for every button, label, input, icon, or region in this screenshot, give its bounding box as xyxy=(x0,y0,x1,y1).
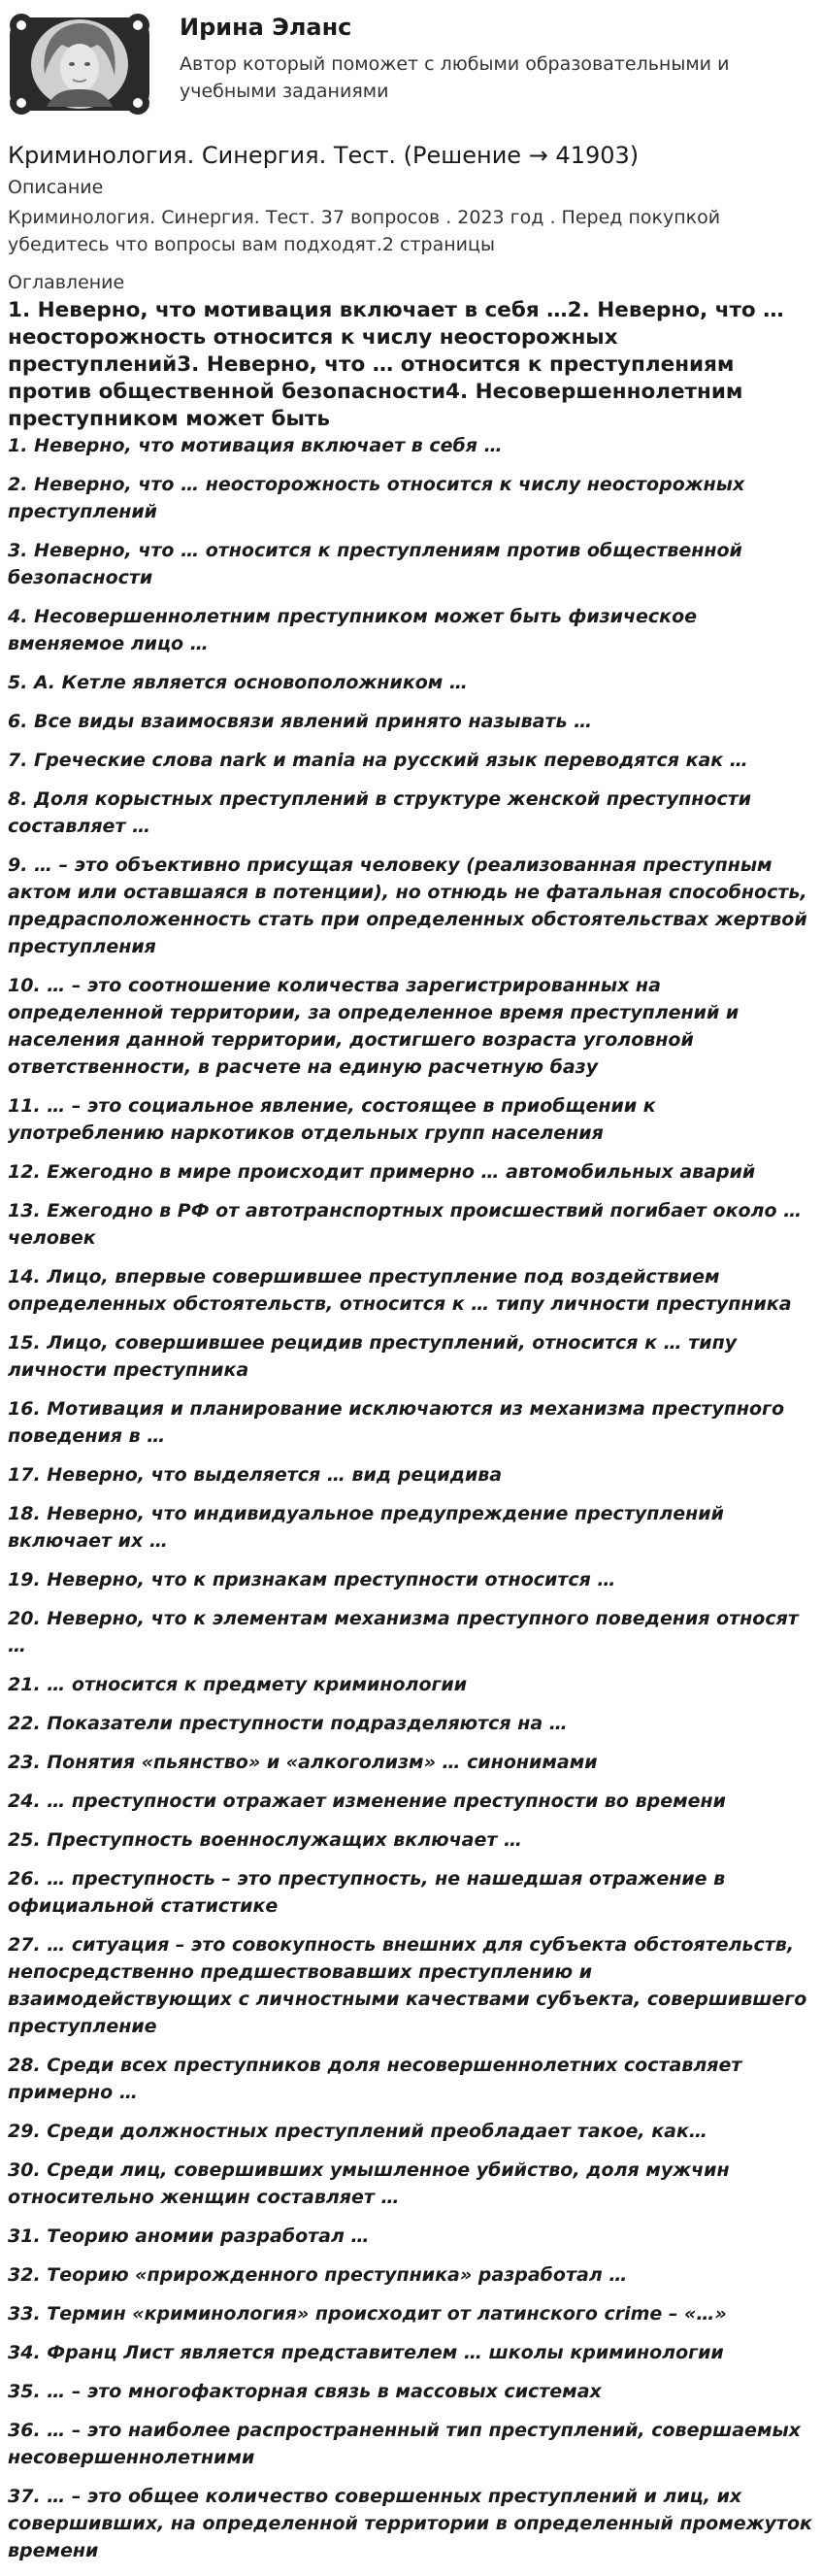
question-item: 33. Термин «криминология» происходит от латинского crime – «…» xyxy=(8,2303,727,2325)
question-item: 18. Неверно, что индивидуальное предупреждение преступлений включает их … xyxy=(8,1503,724,1552)
question-item: 14. Лицо, впервые совершившее преступление под воздействием определенных обстоятельств, относится к … типу личности преступника xyxy=(8,1266,792,1315)
question-item: 8. Доля корыстных преступлений в структуре женской преступности составляет … xyxy=(8,788,752,837)
question-item: 1. Неверно, что мотивация включает в себя … xyxy=(8,435,503,456)
question-item: 4. Несовершеннолетним преступником может быть физическое вменяемое лицо … xyxy=(8,606,698,654)
question-item: 24. … преступности отражает изменение преступности во времени xyxy=(8,1790,726,1812)
question-item: 23. Понятия «пьянство» и «алкоголизм» … синонимами xyxy=(8,1752,598,1773)
question-item: 26. … преступность – это преступность, не нашедшая отражение в официальной статистике xyxy=(8,1868,726,1917)
question-item: 7. Греческие слова nark и mania на русский язык переводятся как … xyxy=(8,750,748,771)
description-text: Криминология. Синергия. Тест. 37 вопросов . 2023 год . Перед покупкой убедитесь что вопросы вам подходят.2 страницы xyxy=(8,207,721,255)
question-item: 13. Ежегодно в РФ от автотранспортных происшествий погибает около … человек xyxy=(8,1200,803,1249)
question-item: 34. Франц Лист является представителем … школы криминологии xyxy=(8,2342,724,2363)
author-description: Автор который поможет с любыми образовательными и учебными заданиями xyxy=(180,53,730,102)
author-card[interactable] xyxy=(8,6,813,122)
question-item: 30. Среди лиц, совершивших умышленное убийство, доля мужчин относительно женщин составляет … xyxy=(8,2159,730,2208)
question-item: 19. Неверно, что к признакам преступности относится … xyxy=(8,1569,616,1590)
question-item: 35. … – это многофакторная связь в массовых системах xyxy=(8,2381,602,2402)
question-item: 9. … – это объективно присущая человеку (реализованная преступным актом или оставшаяся в потенции), но отнюдь не фатальная способность, предрасположенность стать при определенных обстоятельствах жертвой преступления xyxy=(8,854,807,957)
question-item: 21. … относится к предмету криминологии xyxy=(8,1674,468,1695)
question-item: 10. … – это соотношение количества зарегистрированных на определенной территории, за определенное время преступлений и населения данной территории, достигшего возраста уголовной ответственности, в расчете на единую расчетную базу xyxy=(8,975,740,1078)
question-list xyxy=(8,432,813,2576)
author-name[interactable]: Ирина Эланс xyxy=(180,14,352,41)
toc-summary: 1. Неверно, что мотивация включает в себя …2. Неверно, что … неосторожность относится к числу неосторожных преступлений3. Неверно, что … относится к преступлениям против общественной безопасности4. Несовершеннолетним преступником может быть xyxy=(8,298,784,431)
question-item: 32. Теорию «прирожденного преступника» разработал … xyxy=(8,2264,628,2286)
document-title: Криминология. Синергия. Тест. (Решение → 41903) xyxy=(8,142,640,169)
description-label: Описание xyxy=(8,177,104,198)
question-item: 31. Теорию аномии разработал … xyxy=(8,2225,370,2247)
question-item: 12. Ежегодно в мире происходит примерно … автомобильных аварий xyxy=(8,1161,756,1183)
question-item: 29. Среди должностных преступлений преобладает такое, как… xyxy=(8,2121,707,2142)
toc-label: Оглавление xyxy=(8,272,125,293)
question-item: 5. А. Кетле является основоположником … xyxy=(8,672,468,693)
question-item: 6. Все виды взаимосвязи явлений принято называть … xyxy=(8,711,593,732)
question-item: 28. Среди всех преступников доля несовершеннолетних составляет примерно … xyxy=(8,2055,742,2103)
question-item: 3. Неверно, что … относится к преступлениям против общественной безопасности xyxy=(8,540,742,588)
question-item: 2. Неверно, что … неосторожность относится к числу неосторожных преступлений xyxy=(8,474,745,522)
author-avatar-icon[interactable] xyxy=(8,6,151,122)
question-item: 25. Преступность военнослужащих включает … xyxy=(8,1829,522,1851)
question-item: 16. Мотивация и планирование исключаются из механизма преступного поведения в … xyxy=(8,1398,785,1447)
question-item: 22. Показатели преступности подразделяются на … xyxy=(8,1713,568,1734)
question-item: 15. Лицо, совершившее рецидив преступлений, относится к … типу личности преступника xyxy=(8,1332,738,1381)
question-item: 27. … ситуация – это совокупность внешних для субъекта обстоятельств, непосредственно предшествовавших преступлению и взаимодействующих с личностными качествами субъекта, совершившего преступление xyxy=(8,1934,807,2037)
question-item: 37. … – это общее количество совершенных преступлений и лиц, их совершивших, на определенной территории в определенный промежуток времени xyxy=(8,2486,812,2561)
question-item: 11. … – это социальное явление, состоящее в приобщении к употреблению наркотиков отдельных групп населения xyxy=(8,1095,656,1144)
question-item: 17. Неверно, что выделяется … вид рецидива xyxy=(8,1464,503,1486)
question-item: 20. Неверно, что к элементам механизма преступного поведения относят … xyxy=(8,1608,799,1656)
question-item: 36. … – это наиболее распространенный тип преступлений, совершаемых несовершеннолетними xyxy=(8,2420,801,2468)
